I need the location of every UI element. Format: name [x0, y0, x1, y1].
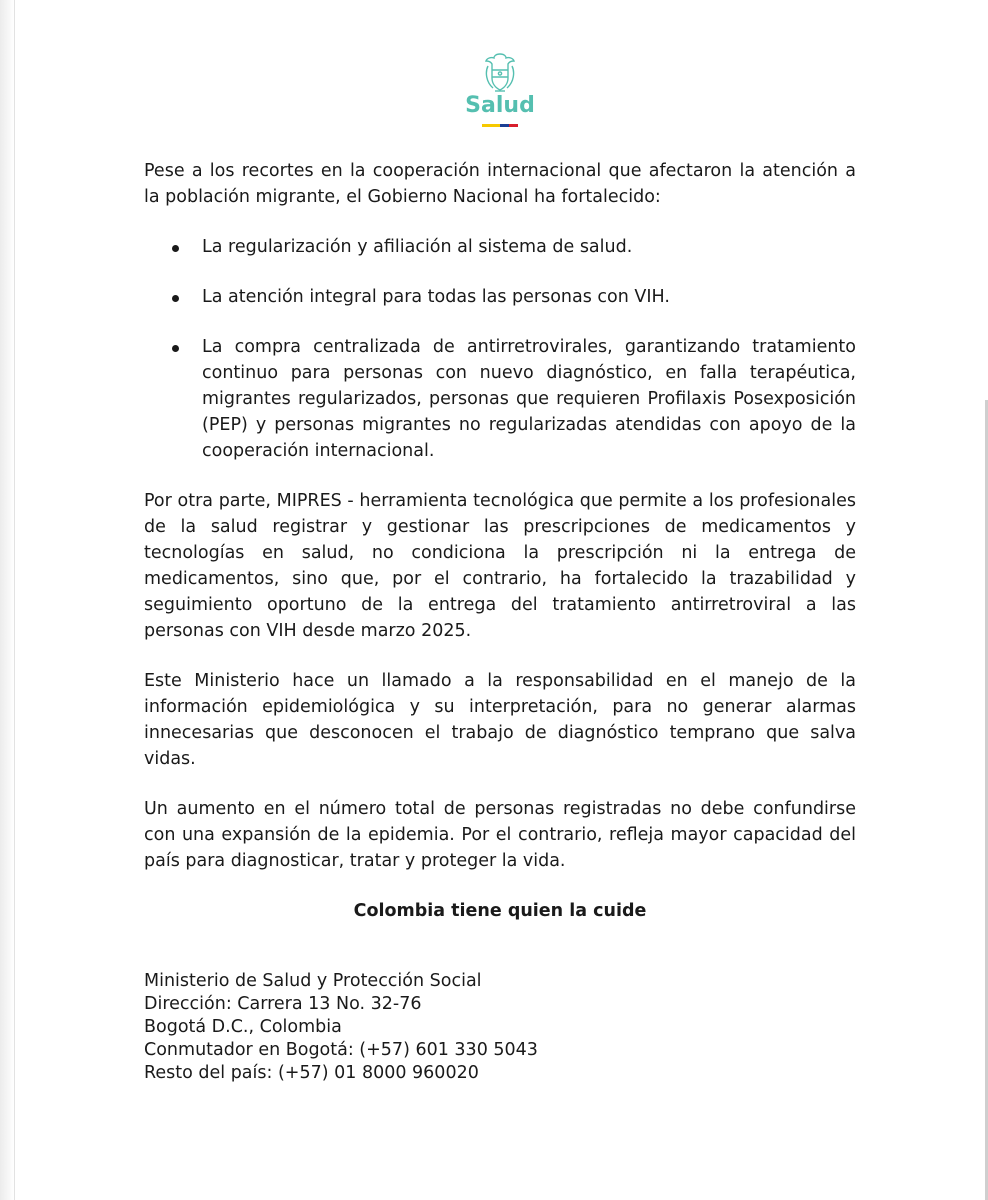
bullet-list	[144, 234, 856, 464]
list-item	[144, 334, 856, 464]
list-item	[144, 234, 856, 260]
bullet-icon	[172, 245, 179, 252]
list-item-text: La compra centralizada de antirretrovirales, garantizando tratamiento continuo para personas con nuevo diagnóstico, en falla terapéutica, migrantes regularizados, personas que requieren Profilaxis Posexposición (PEP) y personas migrantes no regularizadas atendidas con apoyo de la cooperación internacional.	[202, 337, 856, 461]
contact-phone-bogota: Conmutador en Bogotá: (+57) 601 330 5043	[144, 1040, 538, 1060]
contact-address: Dirección: Carrera 13 No. 32-76	[144, 994, 422, 1014]
list-item-text: La atención integral para todas las personas con VIH.	[202, 287, 670, 307]
epidemic-paragraph: Un aumento en el número total de personas registradas no debe confundirse con una expansión de la epidemia. Por el contrario, refleja mayor capacidad del país para diagnosticar, tratar y proteger la vida.	[144, 799, 856, 871]
contact-org: Ministerio de Salud y Protección Social	[144, 971, 482, 991]
mipres-paragraph: Por otra parte, MIPRES - herramienta tecnológica que permite a los profesionales de la salud registrar y gestionar las prescripciones de medicamentos y tecnologías en salud, no condiciona la prescripción ni la entrega de medicamentos, sino que, por el contrario, ha fortalecido la trazabilidad y seguimiento oportuno de la entrega del tratamiento antirretroviral a las personas con VIH desde marzo 2025.	[144, 491, 856, 641]
logo-wordmark: Salud	[465, 93, 535, 118]
contact-city: Bogotá D.C., Colombia	[144, 1017, 342, 1037]
coat-of-arms-icon	[481, 52, 519, 94]
bullet-icon	[172, 345, 179, 352]
contact-block	[144, 970, 856, 1085]
slogan: Colombia tiene quien la cuide	[353, 901, 647, 921]
list-item	[144, 284, 856, 310]
list-item-text: La regularización y afiliación al sistema de salud.	[202, 237, 633, 257]
salud-logo	[460, 52, 540, 136]
responsibility-paragraph: Este Ministerio hace un llamado a la responsabilidad en el manejo de la información epidemiológica y su interpretación, para no generar alarmas innecesarias que desconocen el trabajo de diagnóstico temprano que salva vidas.	[144, 671, 856, 769]
document-body	[144, 158, 856, 1085]
intro-paragraph: Pese a los recortes en la cooperación internacional que afectaron la atención a la población migrante, el Gobierno Nacional ha fortalecido:	[144, 161, 856, 207]
flag-stripe	[482, 124, 518, 127]
page-left-edge	[0, 0, 15, 1200]
contact-phone-country: Resto del país: (+57) 01 8000 960020	[144, 1063, 479, 1083]
bullet-icon	[172, 295, 179, 302]
